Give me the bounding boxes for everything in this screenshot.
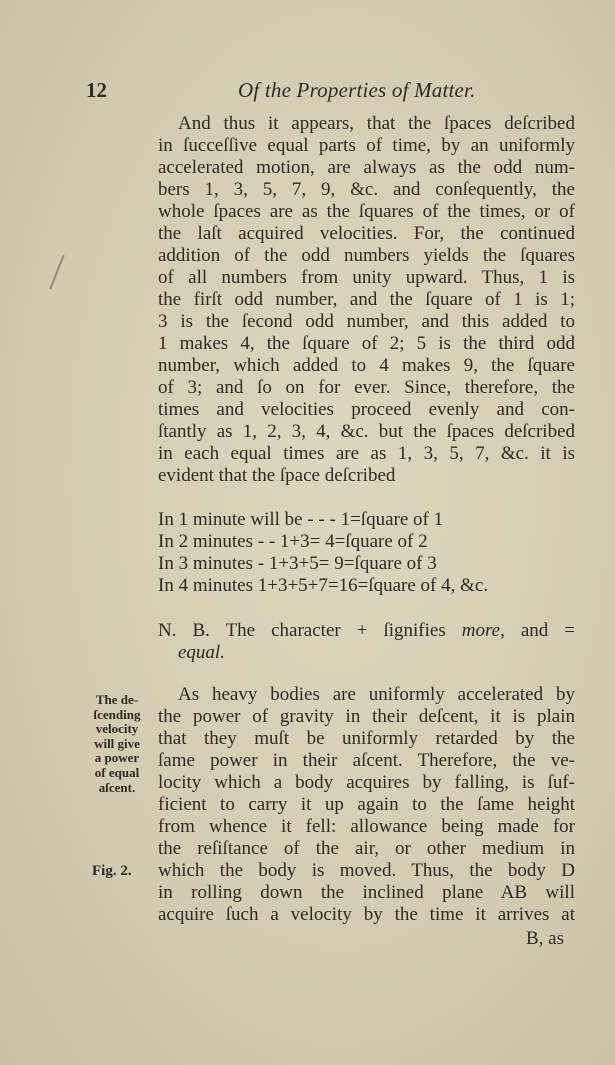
margin-note-line: aſcent. (98, 779, 136, 795)
text-line: in rolling down the inclined plane AB will (158, 882, 575, 903)
equation-row: In 3 minutes - 1+3+5= 9=ſquare of 3 (158, 553, 437, 574)
nb-text: , and = (500, 620, 575, 641)
text-line: evident that the ſpace deſcribed (158, 465, 396, 486)
margin-note (82, 693, 152, 795)
equation-row: In 1 minute will be - - - 1=ſquare of 1 (158, 509, 444, 530)
pencil-mark (49, 255, 64, 289)
text-line: ſame power in their aſcent. Therefore, the ve- (158, 750, 575, 771)
equation-row: In 4 minutes 1+3+5+7=16=ſquare of 4, &c. (158, 575, 489, 596)
text-line: in ſucceſſive equal parts of time, by an uniformly (158, 135, 575, 156)
page-number: 12 (86, 78, 107, 102)
text-line: of all numbers from unity upward. Thus, 1 is (158, 267, 575, 288)
text-line: whole ſpaces are as the ſquares of the times, or of (158, 201, 575, 222)
text-line: the reſiſtance of the air, or other medium in (158, 838, 575, 859)
margin-note-line: of equal (94, 764, 140, 780)
text-line: As heavy bodies are uniformly accelerated by (178, 684, 575, 705)
text-line: And thus it appears, that the ſpaces deſcribed (178, 113, 575, 134)
text-line: ſtantly as 1, 2, 3, 4, &c. but the ſpaces deſcribed (158, 421, 575, 442)
running-head: Of the Properties of Matter. (238, 78, 476, 102)
text-line: the firſt odd number, and the ſquare of 1 is 1; (158, 289, 575, 310)
text-line: from whence it fell: allowance being made for (158, 816, 575, 837)
margin-note-line: The de- (95, 692, 139, 707)
margin-note-line: ſcending (93, 706, 141, 722)
text-line: locity which a body acquires by falling, is ſuf- (158, 772, 575, 793)
text-line: number, which added to 4 makes 9, the ſquare (158, 355, 575, 376)
figure-reference: Fig. 2. (92, 863, 132, 879)
catchword: B, as (526, 928, 564, 949)
text-line: the power of gravity in their deſcent, it is plain (158, 706, 575, 727)
text-line: of 3; and ſo on for ever. Since, therefore, the (158, 377, 575, 398)
equation-row: In 2 minutes - - 1+3= 4=ſquare of 2 (158, 531, 428, 552)
margin-note-line: a power (94, 750, 140, 766)
text-line: that they muſt be uniformly retarded by the (158, 728, 575, 749)
text-line: 1 makes 4, the ſquare of 2; 5 is the third odd (158, 333, 575, 354)
nb-italic-more: more (461, 620, 501, 641)
nb-line-2 (178, 642, 225, 664)
margin-note-line: velocity (95, 721, 139, 737)
text-line: addition of the odd numbers yields the ſquares (158, 245, 575, 266)
text-line: the laſt acquired velocities. For, the continued (158, 223, 575, 244)
text-line: in each equal times are as 1, 3, 5, 7, &c. it is (158, 443, 575, 464)
nb-text: N. B. The character + ſignifies (158, 620, 462, 641)
margin-note-line: will give (94, 735, 140, 751)
text-line: accelerated motion, are always as the odd num- (158, 157, 575, 178)
text-line: ficient to carry it up again to the ſame height (158, 794, 575, 815)
text-line: acquire ſuch a velocity by the time it arrives at (158, 904, 575, 925)
text-line: times and velocities proceed evenly and con- (158, 399, 575, 420)
text-line: which the body is moved. Thus, the body D (158, 860, 575, 881)
text-line: bers 1, 3, 5, 7, 9, &c. and conſequently, the (158, 179, 575, 200)
text-line: 3 is the ſecond odd number, and this added to (158, 311, 575, 332)
nb-line-1 (158, 620, 575, 642)
page-header (0, 78, 615, 108)
nb-italic-equal: equal. (178, 642, 225, 663)
